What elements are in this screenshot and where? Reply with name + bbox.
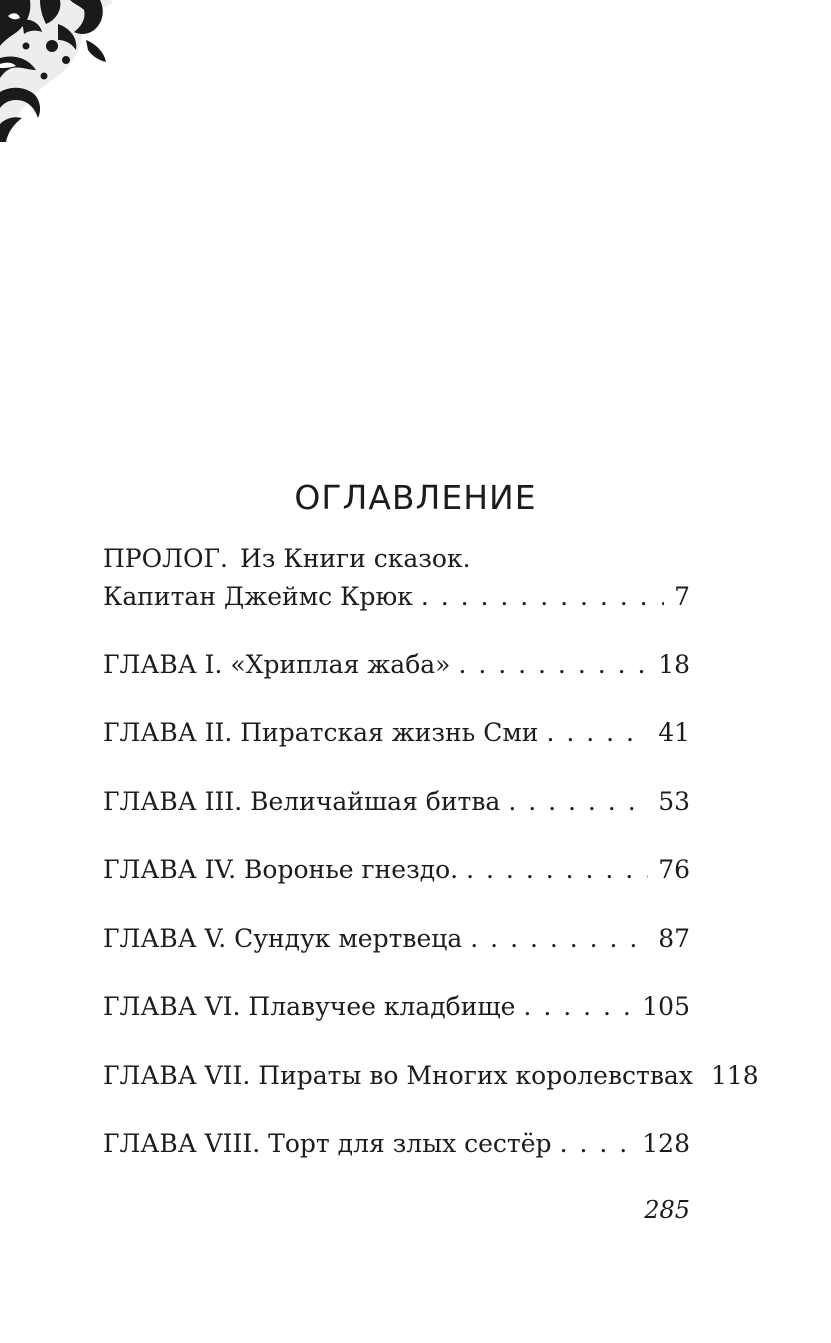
toc-entry-label: ГЛАВА III. Величайшая битва — [103, 787, 501, 816]
toc-entry-label: ГЛАВА VI. Плавучее кладбище — [103, 992, 516, 1021]
toc-entry-chapter-2[interactable] — [103, 718, 690, 754]
toc-entry-label: ГЛАВА V. Сундук мертвеца — [103, 924, 463, 953]
toc-entry-page: 105 — [642, 992, 690, 1021]
prologue-heading: ПРОЛОГ. — [103, 544, 228, 573]
dot-leader — [466, 855, 648, 884]
toc-entry-chapter-5[interactable] — [103, 924, 690, 960]
dot-leader — [421, 582, 664, 611]
dot-leader — [523, 992, 632, 1021]
prologue-heading-line — [103, 544, 471, 573]
dot-leader — [546, 718, 648, 747]
toc-entry-page: 18 — [658, 650, 690, 679]
toc-entry-chapter-1[interactable] — [103, 650, 690, 686]
page-number: 285 — [644, 1196, 690, 1224]
toc-entry-page: 7 — [674, 582, 690, 611]
toc-entry-page: 118 — [710, 1061, 759, 1090]
toc-entry-chapter-3[interactable] — [103, 787, 690, 823]
dot-leader — [458, 650, 648, 679]
toc-entry-chapter-4[interactable] — [103, 855, 690, 891]
dot-leader — [470, 924, 648, 953]
dot-leader — [560, 1129, 633, 1158]
toc-entry-page: 87 — [658, 924, 690, 953]
page-title: ОГЛАВЛЕНИЕ — [294, 478, 537, 517]
toc-entry-label: ГЛАВА VIII. Торт для злых сестёр — [103, 1129, 552, 1158]
toc-entry-page: 128 — [642, 1129, 690, 1158]
toc-entry-label: ГЛАВА VII. Пираты во Многих королевствах — [103, 1061, 693, 1090]
toc-entry-chapter-8[interactable] — [103, 1129, 690, 1165]
toc-entry-prologue[interactable] — [103, 582, 690, 618]
toc-entry-page: 41 — [658, 718, 690, 747]
toc-entry-page: 76 — [658, 855, 690, 884]
corner-ornament-icon — [0, 0, 112, 142]
toc-entry-label: Капитан Джеймс Крюк — [103, 582, 413, 611]
prologue-subtitle: Из Книги сказок. — [239, 544, 471, 573]
toc-entry-label: ГЛАВА IV. Воронье гнездо. — [103, 855, 459, 884]
toc-entry-chapter-7[interactable] — [103, 1061, 759, 1097]
dot-leader — [508, 787, 648, 816]
toc-entry-chapter-6[interactable] — [103, 992, 690, 1028]
toc-entry-page: 53 — [658, 787, 690, 816]
toc-entry-label: ГЛАВА II. Пиратская жизнь Сми — [103, 718, 539, 747]
toc-entry-label: ГЛАВА I. «Хриплая жаба» — [103, 650, 451, 679]
